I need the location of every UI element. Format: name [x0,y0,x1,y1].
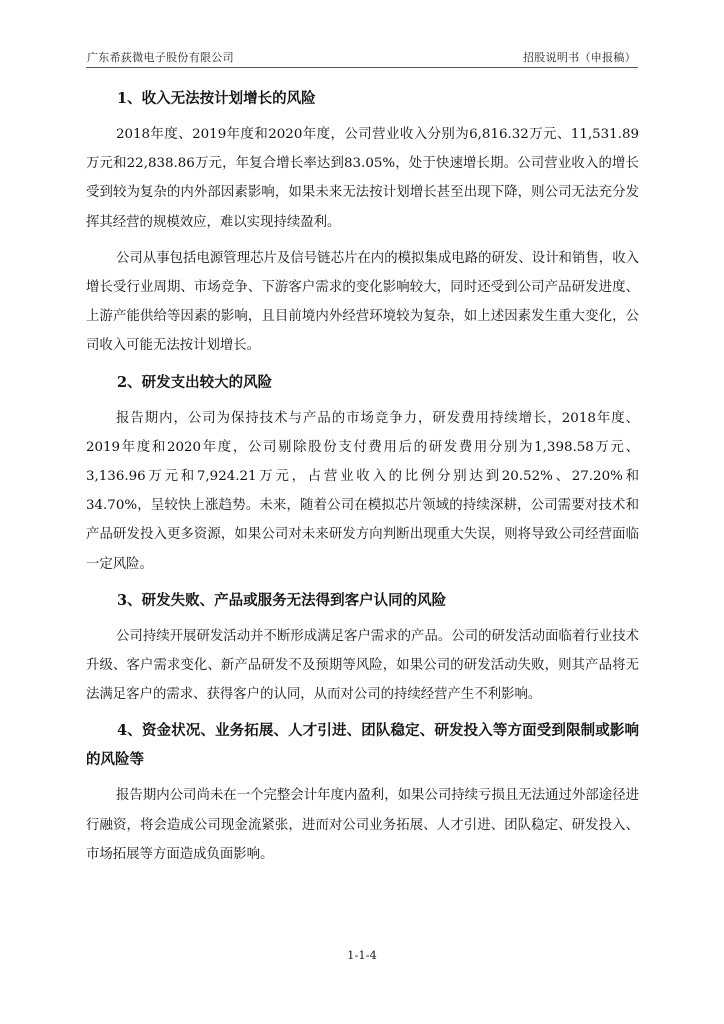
paragraph: 报告期内，公司为保持技术与产品的市场竞争力，研发费用持续增长，2018年度、2019年度和2020年度，公司剔除股份支付费用后的研发费用分别为1,398.58万元、3,136.96万元和7,924.21万元，占营业收入的比例分别达到20.52%、27.20%和34.70%，呈较快上涨趋势。未来，随着公司在模拟芯片领域的持续深耕，公司需要对技术和产品研发投入更多资源，如果公司对未来研发方向判断出现重大失误，则将导致公司经营面临一定风险。 [86,410,639,572]
section-heading: 1、收入无法按计划增长的风险 [117,90,316,107]
section-heading: 2、研发支出较大的风险 [117,373,273,391]
header-company-name: 广东希荻微电子股份有限公司 [87,51,234,64]
header-document-title: 招股说明书（申报稿） [523,51,636,64]
paragraph: 2018年度、2019年度和2020年度，公司营业收入分别为6,816.32万元、11,531.89万元和22,838.86万元，年复合增长率达到83.05%，处于快速增长期。公司营业收入的增长受到较为复杂的内外部因素影响，如果未来无法按计划增长甚至出现下降，则公司无法充分发挥其经营的规模效应，难以实现持续盈利。 [86,127,639,230]
section-heading: 4、资金状况、业务拓展、人才引进、团队稳定、研发投入等方面受到限制或影响的风险等 [86,722,639,769]
paragraph: 公司从事包括电源管理芯片及信号链芯片在内的模拟集成电路的研发、设计和销售，收入增长受行业周期、市场竞争、下游客户需求的变化影响较大，同时还受到公司产品研发进度、上游产能供给等因素的影响，且目前境内外经营环境较为复杂，如上述因素发生重大变化，公司收入可能无法按计划增长。 [86,250,639,354]
section-heading: 3、研发失败、产品或服务无法得到客户认同的风险 [117,591,447,609]
page-number: 1-1-4 [347,948,377,962]
document-body [86,84,639,869]
header-divider [86,67,638,68]
paragraph: 报告期内公司尚未在一个完整会计年度内盈利，如果公司持续亏损且无法通过外部途径进行融资，将会造成公司现金流紧张，进而对公司业务拓展、人才引进、团队稳定、研发投入、市场拓展等方面造成负面影响。 [86,788,639,862]
paragraph: 公司持续开展研发活动并不断形成满足客户需求的产品。公司的研发活动面临着行业技术升级、客户需求变化、新产品研发不及预期等风险，如果公司的研发活动失败，则其产品将无法满足客户的需求、获得客户的认同，从而对公司的持续经营产生不利影响。 [86,628,639,703]
